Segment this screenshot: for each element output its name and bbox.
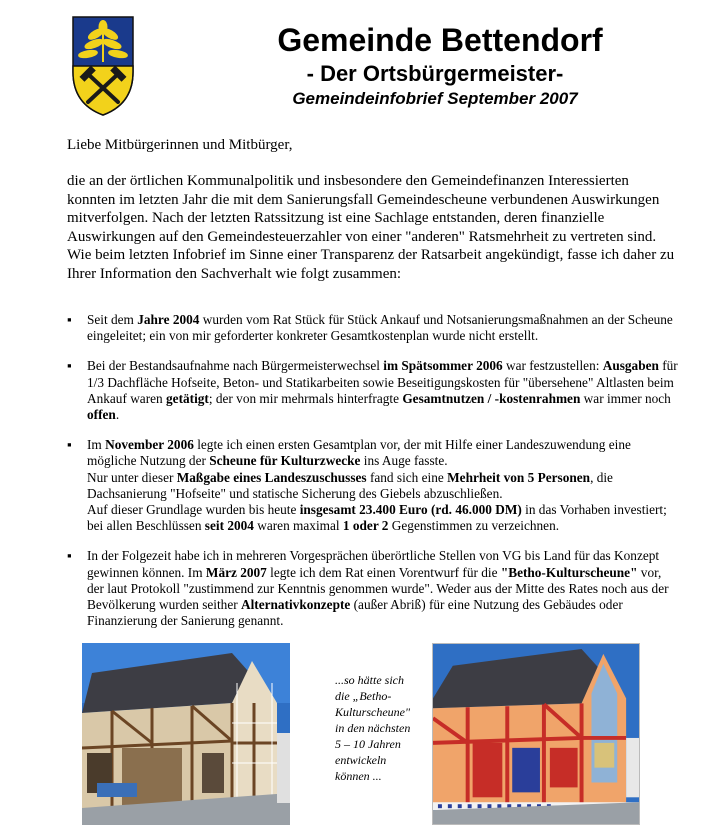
- bullet-list: [67, 312, 679, 643]
- caption-line: Kulturscheune": [335, 705, 411, 719]
- bold-phrase: Scheune für Kulturzwecke: [209, 453, 361, 469]
- bullet-text: Im November 2006 legte ich einen ersten Gesamtplan vor, der mit Hilfe einer Landeszuwendung eine mögliche Nutzung der Scheune für Kulturzwecke ins Auge fasste. Nur unter dieser Maßgabe eines Landeszuschusses fand sich eine Mehrheit von 5 Personen, die Dachsanierung "Hofseite" und statische Sicherung des Giebels abzuschließen. Auf dieser Grundlage wurden bis heute insgesamt 23.400 Euro (rd. 46.000 DM) in das Vorhaben investiert; bei allen Beschlüssen seit 2004 waren maximal 1 oder 2 Gegenstimmen zu verzeichnen.: [87, 437, 667, 534]
- bullet-item: [67, 358, 679, 423]
- caption-line: 5 – 10 Jahren: [335, 737, 401, 751]
- bold-phrase: Alternativkonzepte: [240, 597, 351, 613]
- bold-phrase: "Betho-Kulturscheune": [500, 564, 638, 580]
- caption-line: entwickeln: [335, 753, 387, 767]
- bullet-text: Seit dem Jahre 2004 wurden vom Rat Stück für Stück Ankauf und Notsanierungsmaßnahmen an der Scheune eingeleitet; ein von mir geforderter konkreter Gesamtkostenplan wurde nicht erstellt.: [87, 312, 673, 344]
- barn-rendering: [432, 643, 640, 825]
- caption-line: ...so hätte sich: [335, 673, 404, 687]
- caption-line: in den nächsten: [335, 721, 411, 735]
- photo-caption: [335, 672, 427, 784]
- bold-phrase: November 2006: [105, 437, 194, 453]
- barn-photo: [82, 643, 290, 825]
- bullet-item: [67, 312, 679, 344]
- bold-phrase: (rd. 46.000 DM): [430, 502, 522, 518]
- bold-phrase: Jahre 2004: [137, 312, 200, 327]
- bullet-marker: ▪: [67, 437, 72, 453]
- bold-phrase: insgesamt 23.400 Euro: [299, 502, 428, 518]
- newsletter-issue: Gemeindeinfobrief September 2007: [292, 89, 578, 108]
- bold-phrase: Maßgabe eines Landeszuschusses: [176, 469, 367, 485]
- bold-phrase: getätigt: [166, 390, 209, 406]
- greeting: Liebe Mitbürgerinnen und Mitbürger,: [67, 137, 293, 153]
- bold-phrase: Gesamtnutzen / -kostenrahmen: [402, 390, 581, 406]
- bold-phrase: Ausgaben: [602, 358, 659, 374]
- bullet-marker: ▪: [67, 548, 72, 564]
- bullet-text: In der Folgezeit habe ich in mehreren Vorgesprächen überörtliche Stellen von VG bis Land für das Konzept gewinnen können. Im März 2007 legte ich dem Rat einen Vorentwurf für die "Betho-Kulturscheune" vor, der laut Protokoll "zustimmend zur Kenntnis genommen wurde". Weder aus der Mitte des Rates noch aus der Bevölkerung wurden seither Alternativkonzepte (außer Abriß) für eine Nutzung des Gebäudes oder Finanzierung der Sanierung genannt.: [87, 548, 669, 629]
- bullet-marker: ▪: [67, 312, 72, 327]
- page-subtitle: - Der Ortsbürgermeister-: [306, 61, 564, 86]
- bold-phrase: im Spätsommer 2006: [383, 358, 503, 374]
- bold-phrase: 1 oder 2: [342, 518, 389, 534]
- bullet-marker: ▪: [67, 358, 72, 374]
- bold-phrase: seit 2004: [204, 518, 254, 534]
- intro-paragraph: Wie beim letzten Infobrief im Sinne einer Transparenz der Ratsarbeit angekündigt, fasse ich daher zu Ihrer Information den Sachverhalt wie folgt zusammen:: [67, 247, 675, 282]
- caption-line: die „Betho-: [335, 689, 392, 703]
- bullet-item: [67, 437, 679, 534]
- bold-phrase: Mehrheit von 5 Personen: [447, 469, 591, 485]
- bold-phrase: offen: [87, 407, 116, 423]
- bold-phrase: März 2007: [205, 564, 267, 580]
- intro-paragraph: die an der örtlichen Kommunalpolitik und insbesondere den Gemeindefinanzen Interessierten konnten im letzten Jahr die mit dem Sanierungsfall Gemeindescheune verbundenen Auswirkungen mitverfolgen. Nach der letzten Ratssitzung ist eine Sachlage entstanden, deren finanzielle Auswirkungen auf den Gemeindesteuerzahler von einer "anderen" Ratsmehrheit zu vertreten sind.: [67, 173, 660, 245]
- bullet-item: [67, 548, 679, 629]
- caption-line: können ...: [335, 769, 382, 783]
- coat-of-arms-icon: [70, 14, 136, 118]
- intro-text: [67, 172, 679, 283]
- bullet-text: Bei der Bestandsaufnahme nach Bürgermeisterwechsel im Spätsommer 2006 war festzustellen: Ausgaben für 1/3 Dachfläche Hofseite, Beton- und Statikarbeiten sowie Beseitigungskosten für "übersehene" Altlasten beim Ankauf waren getätigt; der von mir mehrmals hinterfragte Gesamtnutzen / -kostenrahmen war immer noch offen.: [87, 358, 678, 423]
- page-title: Gemeinde Bettendorf: [277, 22, 603, 58]
